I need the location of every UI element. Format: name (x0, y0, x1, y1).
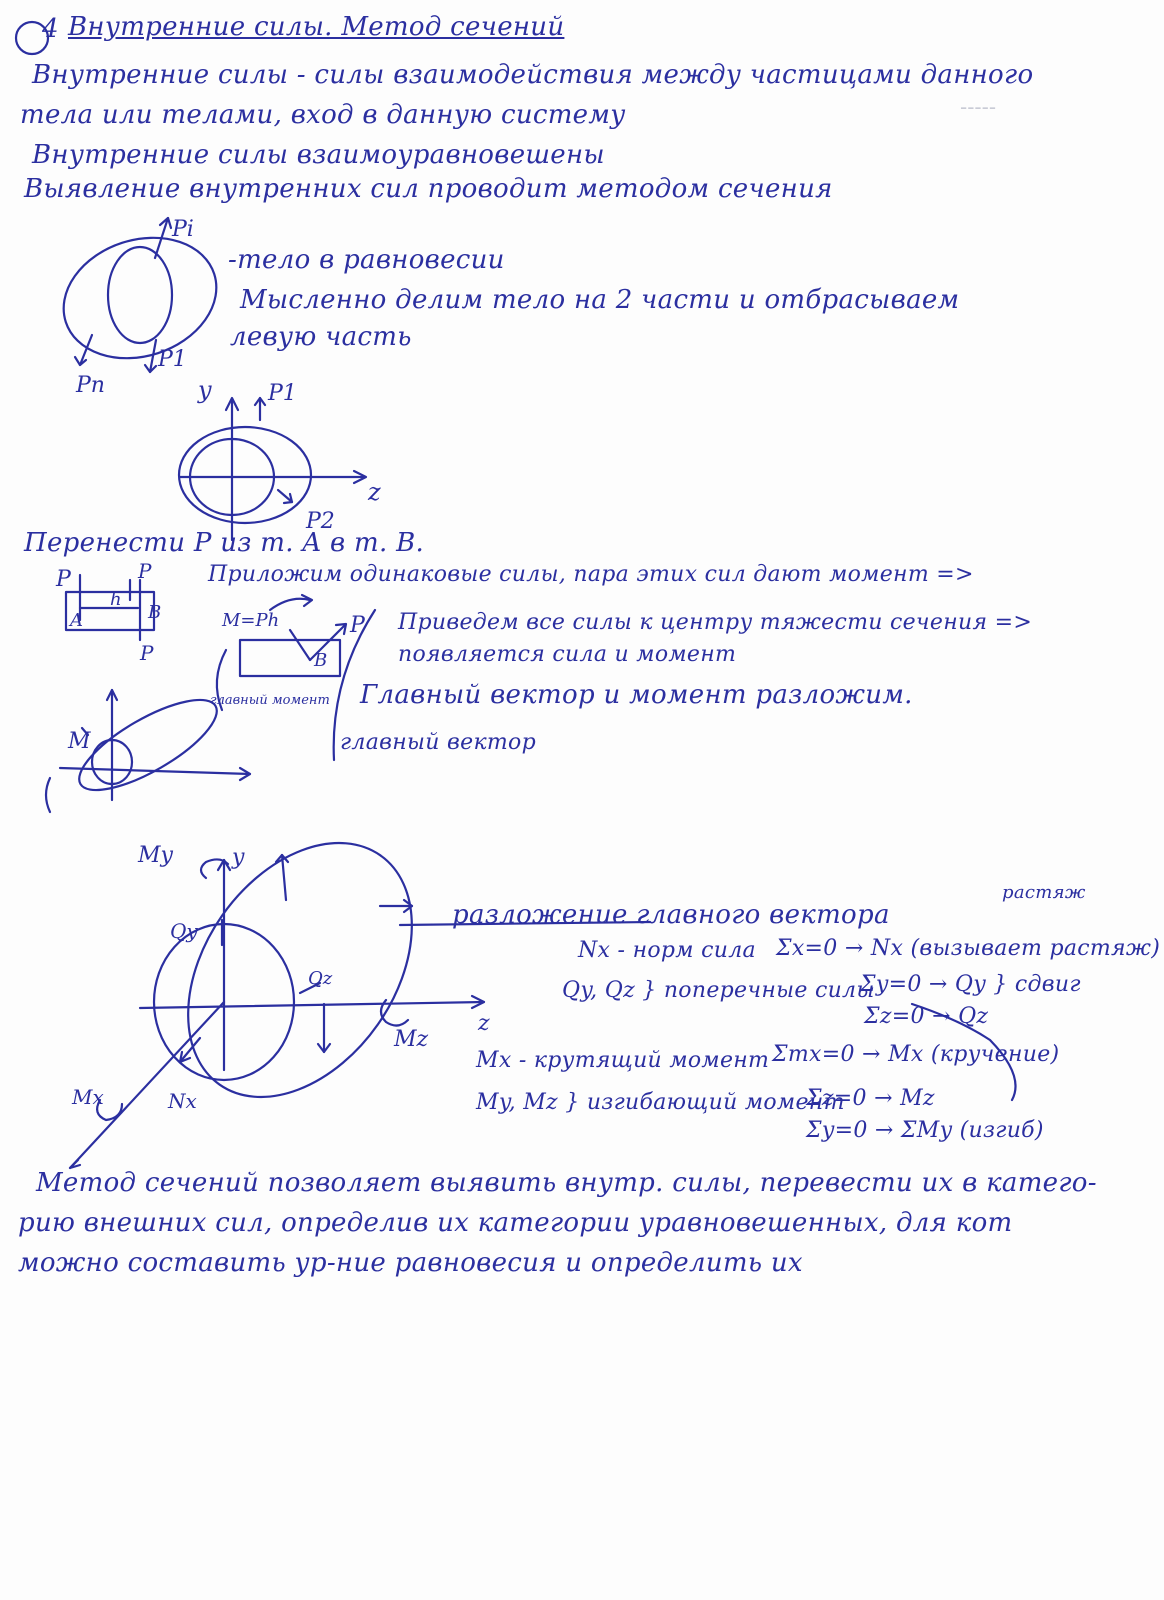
transfer-line-1: Перенести P из т. A в т. B. (24, 528, 425, 558)
intro-line-4: Выявление внутренних сил проводит методом сечения (24, 174, 833, 204)
label-pi: Pi (172, 217, 194, 242)
svg-text:P: P (56, 567, 71, 592)
intro-line-1: Внутренние силы - силы взаимодействия между частицами данного (32, 60, 1034, 90)
label-pn: Pn (76, 373, 105, 398)
svg-text:Qy: Qy (170, 919, 198, 943)
svg-text:B: B (148, 602, 162, 623)
eq5-right: Σz=0 → Mz (806, 1086, 935, 1111)
stretch-note: растяж (1002, 882, 1086, 903)
svg-text:Qz: Qz (308, 968, 333, 989)
svg-text:y: y (232, 845, 245, 870)
header-number: 4 (42, 14, 59, 44)
svg-text:My: My (138, 843, 173, 868)
bleed-through-text: ----- (960, 95, 997, 119)
svg-text:A: A (70, 610, 83, 631)
transfer-line-5: Главный вектор и момент разложим. (360, 680, 913, 710)
svg-text:h: h (110, 589, 122, 610)
svg-text:P1: P1 (268, 381, 297, 406)
svg-text:P: P (140, 641, 154, 665)
svg-text:y: y (198, 376, 212, 404)
main-moment-label: главный момент (210, 693, 330, 708)
split-text: Мысленно делим тело на 2 части и отбрасываем (240, 285, 960, 315)
svg-text:P: P (138, 559, 152, 583)
intro-line-3: Внутренние силы взаимоуравновешены (32, 140, 605, 170)
body-diagram-1 (48, 217, 232, 398)
eq4-right: Σmx=0 → Mx (кручение) (772, 1042, 1060, 1067)
eq2-right: Σy=0 → Qy } сдвиг (860, 972, 1081, 997)
eq6-right: Σy=0 → ΣMy (изгиб) (806, 1118, 1044, 1143)
equilibrium-text: -тело в равновесии (228, 245, 505, 275)
transfer-line-3: Приведем все силы к центру тяжести сечения => (398, 610, 1033, 635)
main-vector-label: главный вектор (340, 730, 536, 755)
intro-line-2: тела или телами, вход в данную систему (20, 100, 626, 130)
svg-text:Mx: Mx (72, 1085, 104, 1109)
svg-text:M: M (68, 729, 91, 754)
svg-text:z: z (368, 478, 381, 506)
svg-text:P2: P2 (306, 509, 335, 534)
svg-text:P: P (350, 613, 365, 638)
label-p1: P1 (158, 347, 187, 372)
section-diagram-2 (179, 376, 381, 540)
decomposition-label: разложение главного вектора (452, 900, 890, 930)
svg-text:z: z (478, 1011, 490, 1036)
eq4-left: Mx - крутящий момент (476, 1048, 770, 1073)
svg-text:B: B (314, 650, 328, 671)
svg-text:Nx: Nx (168, 1089, 197, 1113)
conclusion-line-2: рию внешних сил, определив их категории уравновешенных, для кот (18, 1208, 1013, 1238)
eq1-left: Nx - норм сила (578, 938, 756, 963)
left-part-text: левую часть (230, 322, 412, 352)
conclusion-line-3: можно составить ур-ние равновесия и определить их (18, 1248, 803, 1278)
eq5-left: My, Mz } изгибающий момент (476, 1090, 845, 1115)
eq1-right: Σx=0 → Nx (вызывает растяж) (776, 936, 1161, 961)
page-title: Внутренние силы. Метод сечений (68, 12, 565, 42)
transfer-line-2: Приложим одинаковые силы, пара этих сил дают момент => (208, 562, 974, 587)
conclusion-line-1: Метод сечений позволяет выявить внутр. силы, перевести их в катего- (36, 1168, 1097, 1198)
moment-label: M=Ph (222, 610, 280, 631)
force-transfer-diagram (55, 559, 375, 760)
transfer-line-4: появляется сила и момент (398, 642, 737, 667)
svg-text:Mz: Mz (394, 1027, 429, 1052)
eq3-right: Σz=0 → Qz (864, 1004, 989, 1029)
eq2-left: Qy, Qz } поперечные силы (562, 978, 875, 1003)
